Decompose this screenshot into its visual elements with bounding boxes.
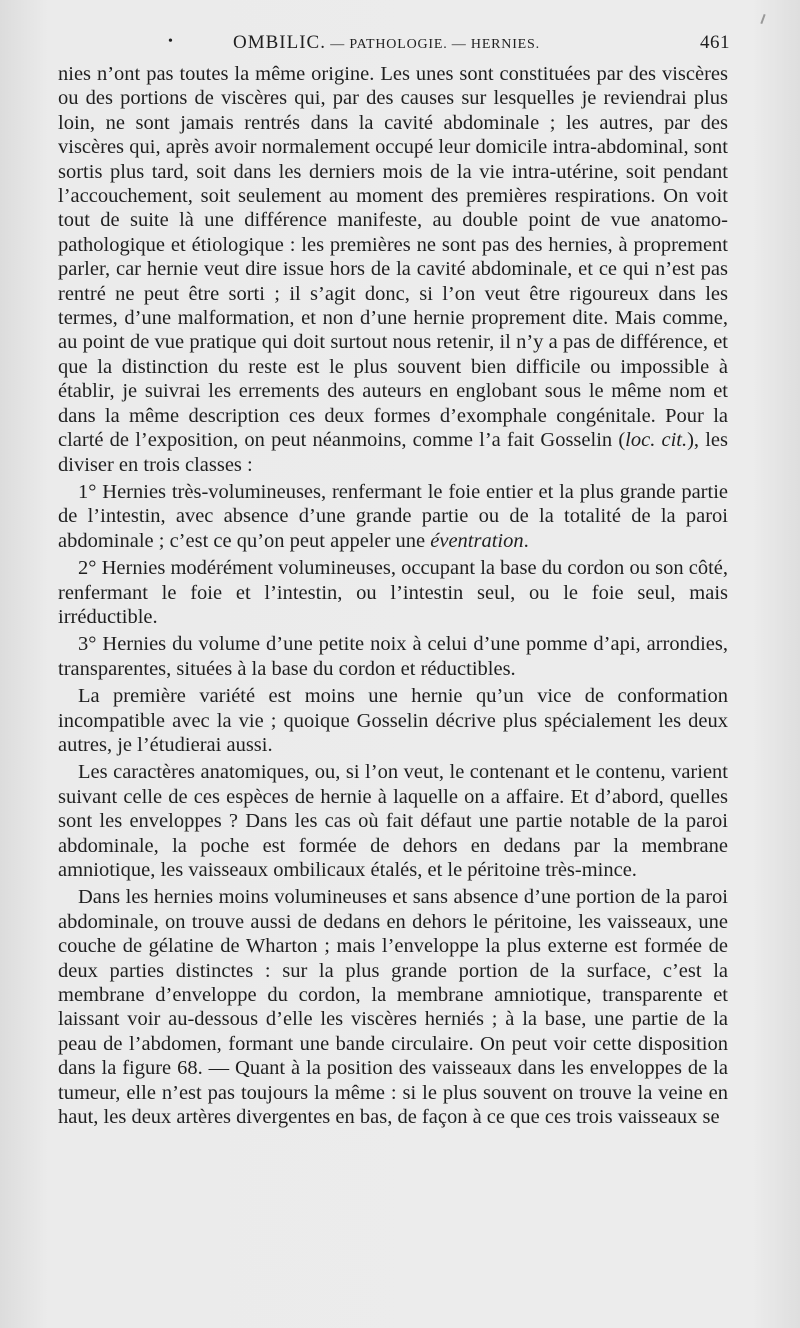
- page-mark: [760, 14, 765, 24]
- paragraph-1-citation: loc. cit.: [625, 429, 688, 452]
- paragraph-1-end: ), les diviser en trois classes :: [58, 429, 728, 476]
- paragraph-5: [58, 684, 728, 757]
- paragraph-2-term: éventration: [430, 529, 524, 552]
- paragraph-6: [58, 760, 728, 882]
- paragraph-3: [58, 556, 728, 629]
- header-title-rest: — PATHOLOGIE. — HERNIES.: [325, 37, 540, 52]
- paragraph-2-end: .: [523, 529, 529, 552]
- paragraph-7: [58, 885, 728, 1129]
- paragraph-4: [58, 632, 728, 681]
- page-number: 461: [700, 32, 730, 53]
- paragraph-1: [58, 62, 728, 477]
- running-header: [58, 32, 730, 58]
- paragraph-6-text: Les caractères anatomiques, ou, si l’on veut, le contenant et le contenu, varient suivant celle de ces espèces de hernie à laquelle on a affaire. Et d’abord, quelles sont les enveloppes ? Dans les cas où fait défaut une partie notable de la paroi abdominale, la poche est formée de dehors en dedans par la membrane amniotique, les vaisseaux ombilicaux étalés, et le péritoine très-mince.: [58, 761, 728, 881]
- header-title: [233, 32, 540, 54]
- header-dot: •: [168, 34, 174, 49]
- header-title-main: OMBILIC.: [233, 32, 326, 53]
- paragraph-4-text: 3° Hernies du volume d’une petite noix à celui d’une pomme d’api, arrondies, transparentes, situées à la base du cordon et réductibles.: [58, 633, 728, 680]
- paragraph-2: [58, 480, 728, 553]
- paragraph-3-text: 2° Hernies modérément volumineuses, occupant la base du cordon ou son côté, renfermant le foie et l’intestin, ou l’intestin seul, ou le foie seul, mais irréductible.: [58, 557, 728, 628]
- paragraph-5-text: La première variété est moins une hernie qu’un vice de conformation incompatible avec la vie ; quoique Gosselin décrive plus spécialement les deux autres, je l’étudierai aussi.: [58, 685, 728, 756]
- paragraph-1-text: nies n’ont pas toutes la même origine. Les unes sont constituées par des viscères ou des portions de viscères qui, par des causes sur lesquelles je reviendrai plus loin, ne sont jamais rentrés dans la cavité abdominale ; les autres, par des viscères qui, après avoir normalement occupé leur domicile intra-abdominal, sont sortis plus tard, soit dans les derniers mois de la vie intra-utérine, soit pendant l’accouchement, soit seulement au moment des premières respirations. On voit tout de suite là une différence manifeste, au double point de vue anatomo-pathologique et étiologique : les premières ne sont pas des hernies, à proprement parler, car hernie veut dire issue hors de la cavité abdominale, et ce qui n’est pas rentré ne peut être sorti ; il s’agit donc, si l’on veut être rigoureux dans les termes, d’une malformation, et non d’une hernie proprement dite. Mais comme, au point de vue pratique qui doit surtout nous retenir, il n’y a pas de différence, et que la distinction du reste est le plus souvent bien difficile ou impossible à établir, je suivrai les errements des auteurs en englobant sous le même nom et dans la même description ces deux formes d’exomphale congénitale. Pour la clarté de l’exposition, on peut néanmoins, comme l’a fait Gosselin (: [58, 63, 728, 452]
- paragraph-2-text: 1° Hernies très-volumineuses, renfermant le foie entier et la plus grande partie de l’intestin, avec absence d’une grande partie ou de la totalité de la paroi abdominale ; c’est ce qu’on peut appeler une: [58, 480, 728, 552]
- body-text: [58, 62, 728, 1129]
- paragraph-7-text: Dans les hernies moins volumineuses et sans absence d’une portion de la paroi abdominale, on trouve aussi de dedans en dehors le péritoine, les vaisseaux, une couche de gélatine de Wharton ; mais l’enveloppe la plus externe est formée de deux parties distinctes : sur la plus grande portion de la surface, c’est la membrane d’enveloppe du cordon, la membrane amniotique, transparente et laissant voir au-dessous d’elle les viscères herniés ; à la base, une partie de la peau de l’abdomen, formant une bande circulaire. On peut voir cette disposition dans la figure 68. — Quant à la position des vaisseaux dans les enveloppes de la tumeur, elle n’est pas toujours la même : si le plus souvent on trouve la veine en haut, les deux artères divergentes en bas, de façon à ce que ces trois vaisseaux se: [58, 886, 728, 1129]
